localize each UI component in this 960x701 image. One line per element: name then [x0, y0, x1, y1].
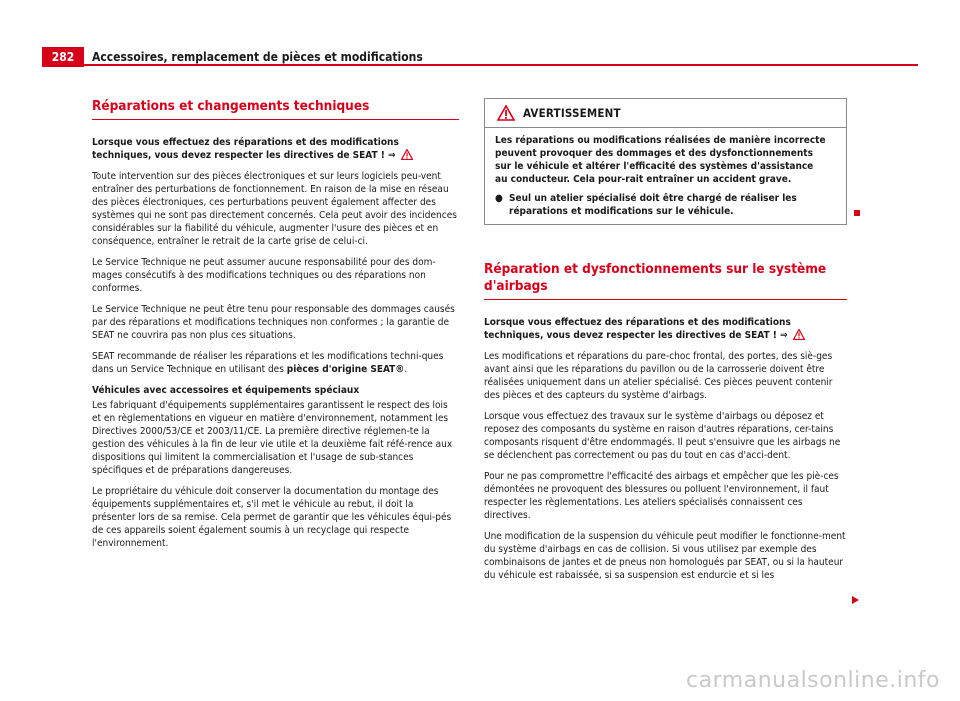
warning-bullet-item	[495, 192, 826, 218]
warning-body	[485, 128, 846, 224]
warning-triangle-icon	[401, 149, 413, 160]
paragraph: Une modification de la suspension du véhicule peut modifier le fonctionne-ment du système d'airbags en cas de collision. Si vous utilisez par exemple des combinaisons de jantes et de pneus non homologués par SEAT, ou si la hauteur du véhicule est rabaissée, si sa suspension est endurcie et si les	[484, 531, 846, 581]
warning-title: AVERTISSEMENT	[523, 105, 621, 120]
lead-paragraph	[92, 136, 459, 162]
warning-reference[interactable]	[780, 330, 805, 341]
paragraph: Lorsque vous effectuez des travaux sur le système d'airbags ou déposez et reposez des composants du système en raison d'autres réparations, cer-tains composants risquent d'être endommagés. Il peut s'ensuivre que les airbags ne se déclenchent pas correctement ou pas du tout en cas d'acci-dent.	[484, 411, 841, 461]
section-heading-repairs: Réparations et changements techniques	[92, 98, 370, 114]
arrow-icon: ⇒	[779, 330, 788, 341]
paragraph: Le propriétaire du véhicule doit conserver la documentation du montage des équipements supplémentaires et, s'il met le véhicule au rebut, il doit la présenter lors de sa remise. Cela permet de garantir que les véhicules équi-pés de ces appareils soient également soumis à un recyclage qui respecte l'environnement.	[92, 486, 452, 549]
chapter-title: Accessoires, remplacement de pièces et modifications	[92, 50, 423, 64]
warning-triangle-icon	[497, 105, 515, 121]
paragraph: Le Service Technique ne peut assumer aucune responsabilité pour des dom-mages consécutifs à des modifications techniques ou des réparations non conformes.	[92, 257, 436, 294]
section-heading-airbags: Réparation et dysfonctionnements sur le système d'airbags	[484, 261, 827, 294]
right-column	[484, 98, 847, 590]
warning-triangle-icon	[793, 329, 805, 340]
continue-arrow-icon	[852, 596, 859, 604]
paragraph: Pour ne pas compromettre l'efficacité des airbags et empêcher que les piè-ces démontées ne provoquent des blessures ou polluent l'environnement, il faut respecter les règlementations. Les ateliers spécialisés connaissent ces directives.	[484, 471, 839, 521]
lead-paragraph	[484, 316, 847, 342]
bullet-text: Seul un atelier spécialisé doit être chargé de réaliser les réparations et modifications sur le véhicule.	[509, 193, 797, 217]
warning-header	[485, 99, 846, 128]
heading-rule	[484, 299, 847, 300]
warning-reference[interactable]	[388, 150, 413, 161]
paragraph: SEAT recommande de réaliser les réparations et les modifications techni-ques dans un Service Technique en utilisant des pièces d'origine SEAT®.	[92, 351, 444, 375]
subheading-accessories: Véhicules avec accessoires et équipements spéciaux	[92, 385, 360, 396]
emphasis-original-parts: pièces d'origine SEAT®	[286, 364, 405, 375]
page-number: 282	[42, 47, 84, 67]
heading-rule	[92, 119, 459, 120]
header-rule	[42, 64, 918, 66]
bullet-icon: ●	[495, 193, 503, 204]
left-column	[92, 98, 459, 558]
lead-text: Lorsque vous effectuez des réparations et des modifications techniques, vous devez respecter les directives de SEAT !	[484, 317, 791, 341]
lead-text: Lorsque vous effectuez des réparations et des modifications techniques, vous devez respecter les directives de SEAT !	[92, 137, 399, 161]
arrow-icon: ⇒	[387, 150, 396, 161]
section-end-marker	[854, 210, 860, 216]
paragraph: Les fabriquant d'équipements supplémentaires garantissent le respect des lois et en règlementations en vigueur en matière d'environnement, notamment les Directives 2000/53/CE et 2003/11/CE. La première directive réglemen-te la gestion des véhicules à la fin de leur vie utile et la deuxième fait réfé-rence aux dispositions qui limitent la commercialisation et l'usage de sub-stances spécifiques et de préparations dangereuses.	[92, 400, 453, 476]
paragraph: Le Service Technique ne peut être tenu pour responsable des dommages causés par des réparations et modifications techniques non conformes ; la garantie de SEAT ne couvrira pas non plus ces situations.	[92, 304, 455, 341]
warning-text: Les réparations ou modifications réalisées de manière incorrecte peuvent provoquer des dommages et des dysfonctionnements sur le véhicule et altérer l'efficacité des systèmes d'assistance au conducteur. Cela pour-rait entraîner un accident grave.	[495, 135, 826, 185]
watermark: carmanualsonline.info	[686, 668, 940, 693]
paragraph: Toute intervention sur des pièces électroniques et sur leurs logiciels peu-vent entraîner des perturbations de fonctionnement. En raison de la mise en réseau des pièces électroniques, ces perturbations peuvent également affecter des systèmes qui ne sont pas directement concernés. Cela peut avoir des incidences considérables sur la fiabilité du véhicule, augmenter l'usure des pièces et en conséquence, entraîner le retrait de la carte grise de celui-ci.	[92, 171, 457, 247]
warning-box	[484, 98, 847, 225]
paragraph: Les modifications et réparations du pare-choc frontal, des portes, des siè-ges avant ainsi que les réparations du pavillon ou de la carrosserie doivent être réalisées uniquement dans un atelier spécialisé. Ces pièces peuvent contenir des pièces et des capteurs du système d'airbags.	[484, 351, 833, 401]
